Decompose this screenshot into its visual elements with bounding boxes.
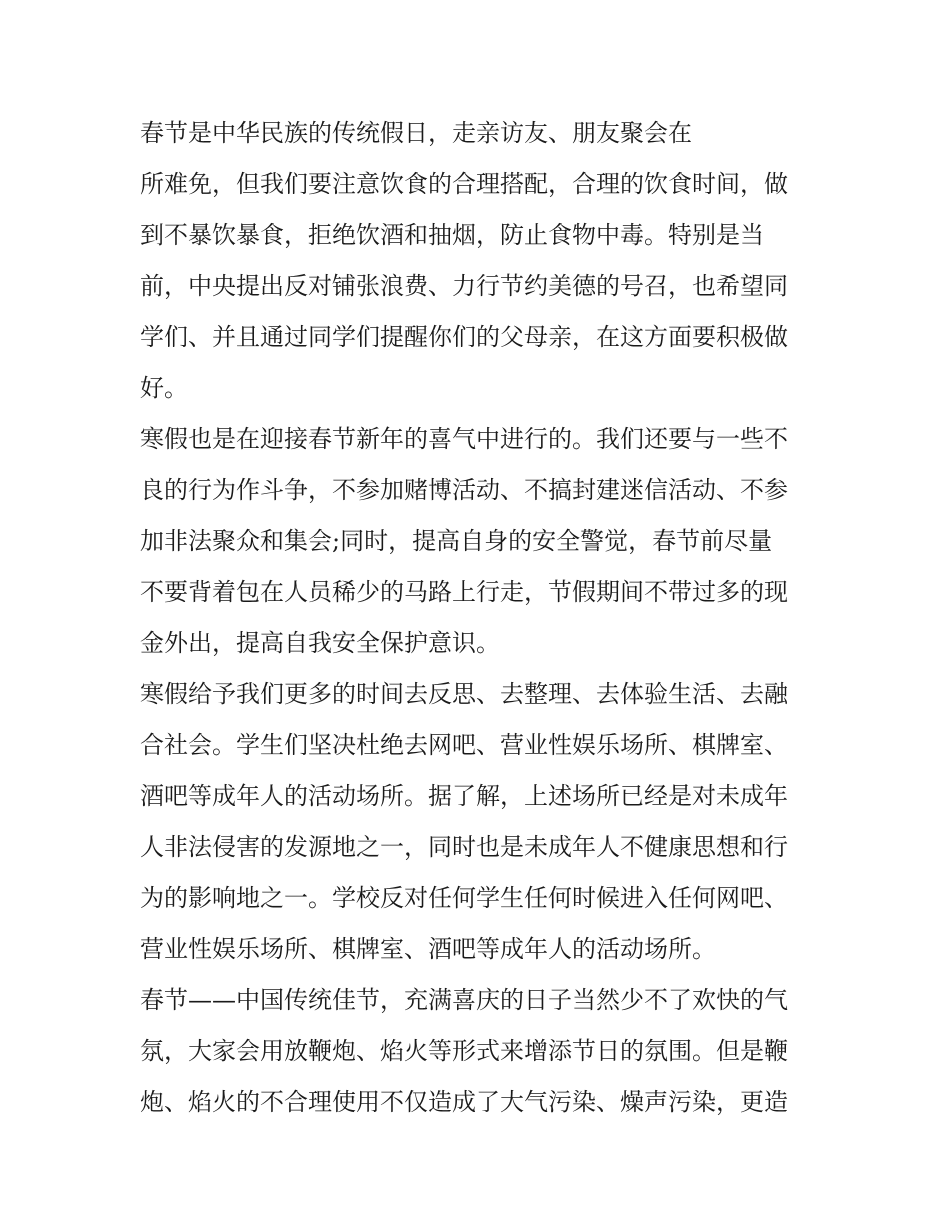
text-line: 寒假给予我们更多的时间去反思、去整理、去体验生活、去融: [140, 680, 788, 708]
text-line: 良的行为作斗争，不参加赌博活动、不搞封建迷信活动、不参: [140, 476, 788, 504]
text-line: 酒吧等成年人的活动场所。据了解，上述场所已经是对未成年: [140, 782, 788, 810]
text-line: 氛，大家会用放鞭炮、焰火等形式来增添节日的氛围。但是鞭: [140, 1037, 788, 1065]
text-line: 前，中央提出反对铺张浪费、力行节约美德的号召，也希望同: [140, 272, 788, 300]
text-line: 人非法侵害的发源地之一，同时也是未成年人不健康思想和行: [140, 833, 788, 861]
text-line: 学们、并且通过同学们提醒你们的父母亲，在这方面要积极做: [140, 323, 788, 351]
text-line: 春节是中华民族的传统假日，走亲访友、朋友聚会在: [140, 119, 692, 147]
text-line: 炮、焰火的不合理使用不仅造成了大气污染、燥声污染，更造: [140, 1088, 788, 1116]
text-line: 好。: [140, 374, 188, 402]
text-line: 合社会。学生们坚决杜绝去网吧、营业性娱乐场所、棋牌室、: [140, 731, 788, 759]
text-line: 所难免，但我们要注意饮食的合理搭配，合理的饮食时间，做: [140, 170, 788, 198]
document-body: [140, 108, 820, 1128]
text-line: 金外出，提高自我安全保护意识。: [140, 629, 500, 657]
text-line: 营业性娱乐场所、棋牌室、酒吧等成年人的活动场所。: [140, 935, 716, 963]
text-line: 为的影响地之一。学校反对任何学生任何时候进入任何网吧、: [140, 884, 788, 912]
text-line: 寒假也是在迎接春节新年的喜气中进行的。我们还要与一些不: [140, 425, 788, 453]
text-line: 到不暴饮暴食，拒绝饮酒和抽烟，防止食物中毒。特别是当: [140, 221, 764, 249]
text-line: 春节——中国传统佳节，充满喜庆的日子当然少不了欢快的气: [140, 986, 788, 1014]
text-line: 不要背着包在人员稀少的马路上行走，节假期间不带过多的现: [140, 578, 788, 606]
text-line: 加非法聚众和集会;同时，提高自身的安全警觉，春节前尽量: [140, 527, 773, 555]
